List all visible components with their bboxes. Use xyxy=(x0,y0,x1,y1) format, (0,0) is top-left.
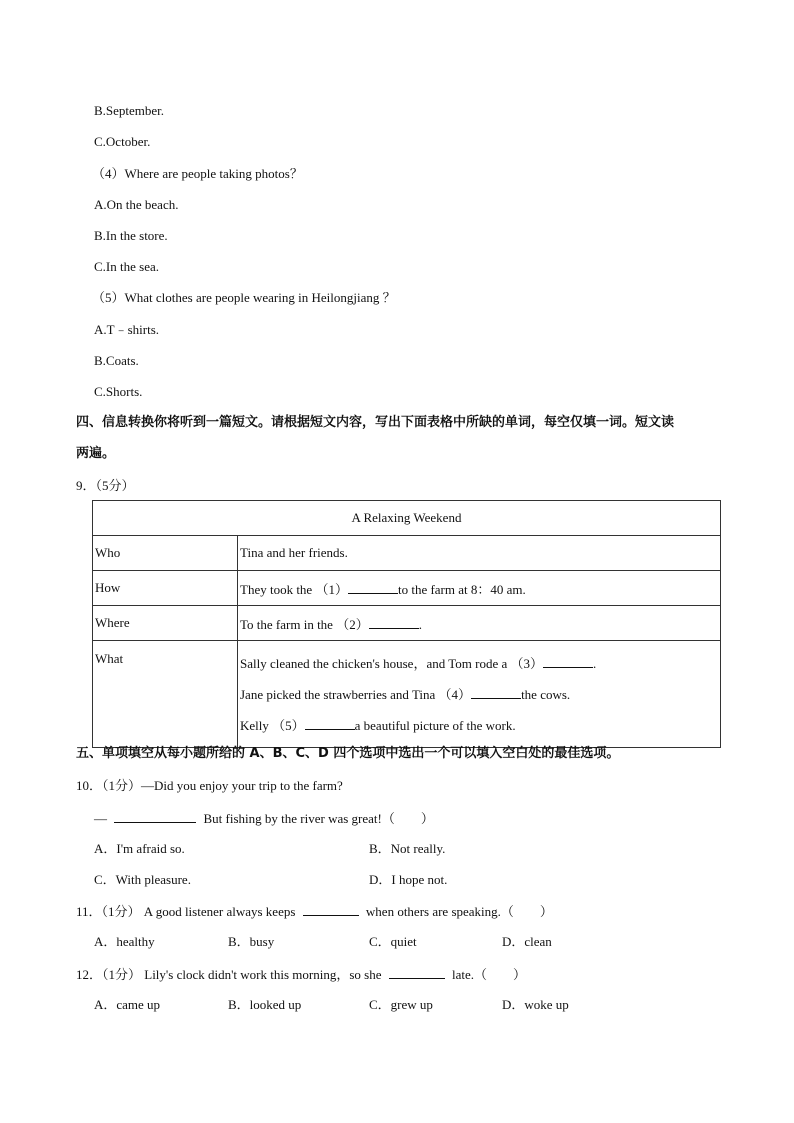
q10-option-c[interactable]: C．With pleasure. xyxy=(94,872,191,887)
blank-3-post: . xyxy=(593,655,597,671)
row-label: How xyxy=(93,571,238,606)
row-label: Where xyxy=(93,606,238,641)
q8-5-option-a: A.T﹣shirts. xyxy=(94,322,160,337)
info-table xyxy=(92,500,721,748)
table-row-where xyxy=(93,606,721,641)
blank-2-pre: To the farm in the （2） xyxy=(240,616,369,632)
q8-5-stem: （5）What clothes are people wearing in Heilongjiang ？ xyxy=(92,290,396,305)
row-text xyxy=(238,641,721,748)
q8-4-option-a: A.On the beach. xyxy=(94,197,179,212)
q9-label: 9．（5分） xyxy=(76,478,135,493)
blank-4[interactable] xyxy=(471,686,521,699)
blank-5-pre: Kelly （5） xyxy=(240,717,305,733)
section-4-heading: 四、信息转换你将听到一篇短文。请根据短文内容，写出下面表格中所缺的单词，每空仅填一词。短文读 xyxy=(76,415,675,430)
section-5-heading: 五、单项填空从每小题所给的 A、B、C、D 四个选项中选出一个可以填入空白处的最佳选项。 xyxy=(76,746,620,761)
blank-4-post: the cows. xyxy=(521,686,571,702)
blank-5-post: a beautiful picture of the work. xyxy=(354,717,516,733)
q8-3-option-b: B.September. xyxy=(94,103,165,118)
blank-1-post: to the farm at 8：40 am. xyxy=(397,581,526,597)
q10-dash: — xyxy=(94,811,107,826)
q10-line2-text: But fishing by the river was great!（ ） xyxy=(203,811,434,826)
q10-option-d[interactable]: D．I hope not. xyxy=(369,872,448,887)
table-row-how xyxy=(93,571,721,606)
q11-option-a[interactable]: A．healthy xyxy=(94,934,155,949)
row-text xyxy=(238,571,721,606)
what-line-1 xyxy=(240,648,718,679)
q11-option-c[interactable]: C．quiet xyxy=(369,934,417,949)
q12-stem-pre: 12．（1分） Lily's clock didn't work this morning，so she xyxy=(76,967,382,982)
q11-option-b[interactable]: B．busy xyxy=(228,934,275,949)
q11-option-d[interactable]: D．clean xyxy=(502,934,552,949)
section-4-heading-cont: 两遍。 xyxy=(76,446,116,461)
blank-2-post: . xyxy=(418,616,422,632)
q8-5-option-c: C.Shorts. xyxy=(94,384,143,399)
q12-option-b[interactable]: B．looked up xyxy=(228,997,302,1012)
q11-stem-post: when others are speaking.（ ） xyxy=(365,904,553,919)
q12-option-c[interactable]: C．grew up xyxy=(369,997,433,1012)
q10-line2 xyxy=(94,810,434,827)
table-row-who xyxy=(93,536,721,571)
row-label: Who xyxy=(93,536,238,571)
q8-5-option-b: B.Coats. xyxy=(94,353,139,368)
q8-3-option-c: C.October. xyxy=(94,134,151,149)
q10-stem: 10．（1分）—Did you enjoy your trip to the farm? xyxy=(76,778,343,793)
q12-stem-post: late.（ ） xyxy=(451,967,526,982)
q10-option-a[interactable]: A．I'm afraid so. xyxy=(94,841,185,856)
row-text: Tina and her friends. xyxy=(238,536,721,571)
q8-4-stem: （4）Where are people taking photos？ xyxy=(92,166,303,181)
blank-3-pre: Sally cleaned the chicken's house，and Tom rode a （3） xyxy=(240,655,543,671)
q8-4-option-c: C.In the sea. xyxy=(94,259,159,274)
blank-5[interactable] xyxy=(305,717,355,730)
q12-stem xyxy=(76,966,526,983)
row-text xyxy=(238,606,721,641)
blank-4-pre: Jane picked the strawberries and Tina （4） xyxy=(240,686,472,702)
table-title: A Relaxing Weekend xyxy=(93,501,721,536)
blank-1[interactable] xyxy=(348,581,398,594)
table-row-what xyxy=(93,641,721,748)
row-label: What xyxy=(93,641,238,748)
blank-1-pre: They took the （1） xyxy=(240,581,348,597)
what-line-2 xyxy=(240,679,718,710)
q11-stem xyxy=(76,903,553,920)
q11-stem-pre: 11．（1分） A good listener always keeps xyxy=(76,904,296,919)
q10-option-b[interactable]: B．Not really. xyxy=(369,841,446,856)
q12-option-a[interactable]: A．came up xyxy=(94,997,161,1012)
q11-blank[interactable] xyxy=(303,903,359,916)
blank-3[interactable] xyxy=(543,655,593,668)
q12-option-d[interactable]: D．woke up xyxy=(502,997,569,1012)
q8-4-option-b: B.In the store. xyxy=(94,228,168,243)
q10-blank[interactable] xyxy=(114,810,196,823)
what-line-3 xyxy=(240,710,718,741)
blank-2[interactable] xyxy=(369,616,419,629)
q12-blank[interactable] xyxy=(389,966,445,979)
